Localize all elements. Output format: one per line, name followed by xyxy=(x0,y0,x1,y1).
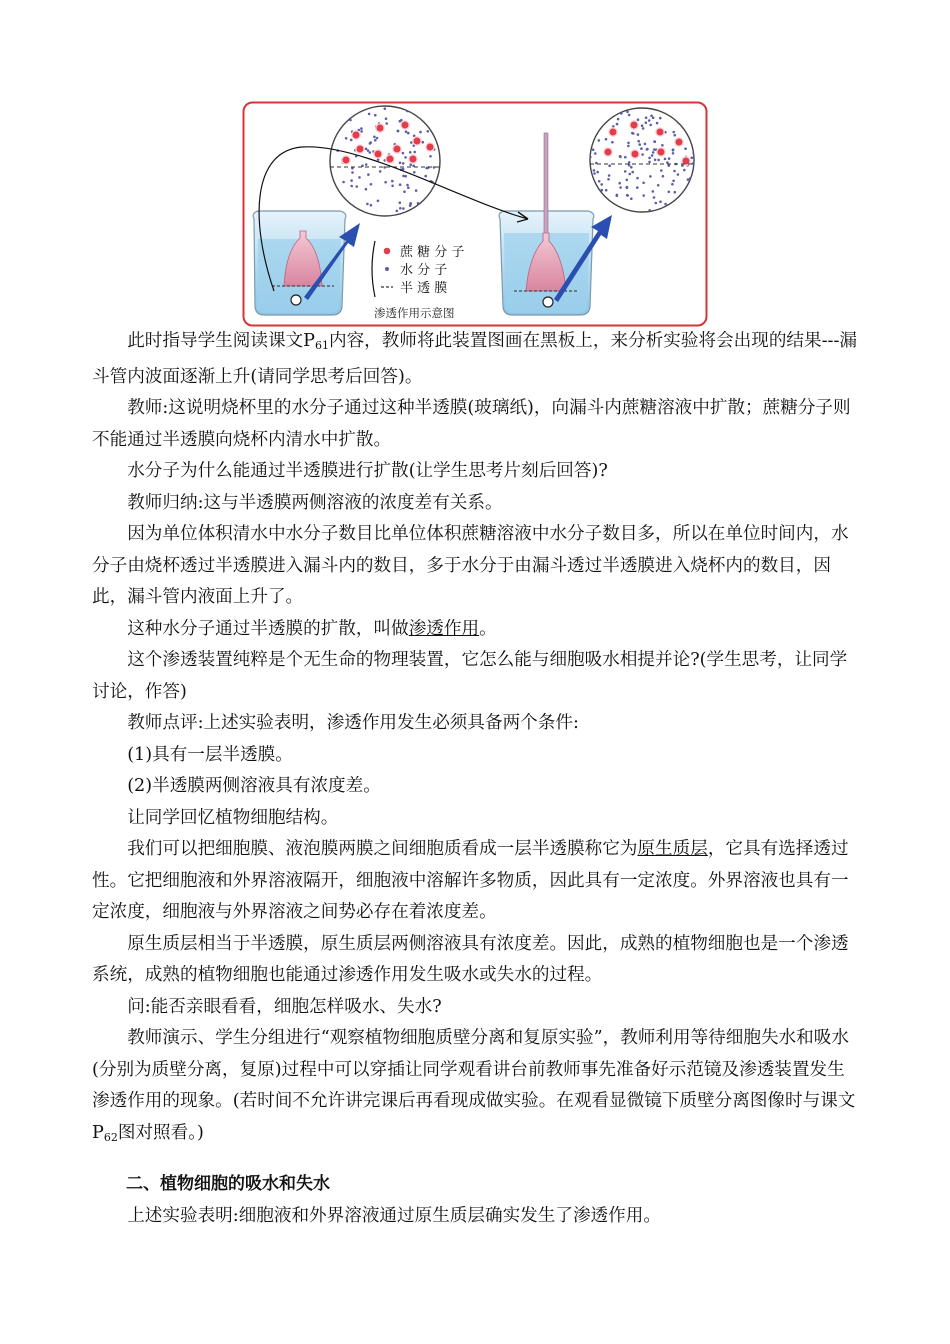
water-molecule xyxy=(433,166,436,169)
water-molecule xyxy=(626,186,629,189)
water-molecule xyxy=(648,157,651,160)
water-molecule xyxy=(631,132,634,135)
water-molecule xyxy=(642,194,645,197)
sucrose-molecule xyxy=(657,148,665,156)
water-molecule xyxy=(399,201,402,204)
water-molecule xyxy=(366,203,369,206)
water-molecule xyxy=(404,156,407,159)
water-molecule xyxy=(657,159,660,162)
water-molecule xyxy=(407,186,410,189)
water-molecule xyxy=(672,152,675,155)
water-molecule xyxy=(637,118,640,121)
osmosis-figure xyxy=(242,101,708,327)
paragraph-12: 我们可以把细胞膜、液泡膜两膜之间细胞质看成一层半透膜称它为原生质层，它具有选择透过性。它把细胞液和外界溶液隔开，细胞液中溶解许多物质，因此具有一定浓度。外界溶液也具有一定浓度，细胞液与外界溶液之间势必存在着浓度差。 xyxy=(92,839,849,922)
sucrose-molecule xyxy=(604,148,612,156)
water-molecule xyxy=(626,179,629,182)
sucrose-molecule xyxy=(401,121,409,129)
water-molecule xyxy=(384,107,387,110)
paragraph-8: 教师点评:上述实验表明，渗透作用发生必须具备两个条件: xyxy=(127,713,579,733)
water-molecule xyxy=(402,152,405,155)
water-molecule xyxy=(652,190,655,193)
water-molecule xyxy=(360,130,363,133)
water-molecule xyxy=(668,191,671,194)
sucrose-molecule xyxy=(609,128,617,136)
sucrose-molecule xyxy=(631,150,639,158)
water-molecule xyxy=(660,169,663,172)
paragraph-6: 这种水分子通过半透膜的扩散，叫做渗透作用。 xyxy=(127,618,497,639)
water-molecule xyxy=(413,151,416,154)
water-molecule xyxy=(672,149,675,152)
paragraph-15: 教师演示、学生分组进行“观察植物细胞质壁分离和复原实验”，教师利用等待细胞失水和吸水(分别为质壁分离，复原)过程中可以穿插让同学观看讲台前教师事先准备好示范镜及渗透装置发生渗透作用的现象。(若时间不允许讲完课后再看现成做实验。在观看显微镜下质壁分离图像时与课文$P_{62}$图对照看。) xyxy=(92,1028,856,1144)
water-molecule xyxy=(628,173,631,176)
legend-sucrose: 蔗 糖 分 子 xyxy=(400,245,465,260)
term-osmosis: 渗透作用 xyxy=(408,618,480,639)
water-molecule xyxy=(409,203,412,206)
document-body xyxy=(92,326,862,1232)
water-molecule xyxy=(370,183,373,186)
water-molecule xyxy=(641,153,644,156)
water-molecule xyxy=(661,144,664,147)
water-molecule xyxy=(672,131,675,134)
section-heading: 二、植物细胞的吸水和失水 xyxy=(126,1174,330,1194)
water-molecule xyxy=(616,123,619,126)
water-molecule xyxy=(594,152,597,155)
water-molecule xyxy=(360,127,363,130)
sucrose-molecule xyxy=(356,145,364,153)
water-molecule xyxy=(656,122,659,125)
water-molecule xyxy=(628,161,631,164)
sucrose-molecule xyxy=(656,128,664,136)
water-molecule xyxy=(406,184,409,187)
water-molecule xyxy=(677,173,680,176)
paragraph-13: 原生质层相当于半透膜，原生质层两侧溶液具有浓度差。因此，成熟的植物细胞也是一个渗透系统，成熟的植物细胞也能通过渗透作用发生吸水或失水的过程。 xyxy=(92,933,849,985)
water-molecule xyxy=(356,185,359,188)
sucrose-legend-icon xyxy=(384,248,391,255)
water-molecule xyxy=(374,139,377,142)
water-molecule xyxy=(425,167,428,170)
paragraph-7: 这个渗透装置纯粹是个无生命的物理装置，它怎么能与细胞吸水相提并论?(学生思考，让同学讨论，作答) xyxy=(92,650,848,702)
water-molecule xyxy=(365,163,368,166)
water-molecule xyxy=(653,140,656,143)
water-molecule xyxy=(640,147,643,150)
water-molecule xyxy=(367,173,370,176)
water-molecule xyxy=(641,124,644,127)
water-molecule xyxy=(429,155,432,158)
water-molecule xyxy=(350,179,353,182)
water-molecule xyxy=(648,209,651,212)
water-molecule xyxy=(619,186,622,189)
water-molecule xyxy=(402,207,405,210)
paragraph-1: 此时指导学生阅读课文$P_{61}$内容，教师将此装置图画在黑板上，来分析实验将会出现的结果---漏斗管内波面逐渐上升(请同学思考后回答)。 xyxy=(92,331,858,387)
water-molecule xyxy=(617,118,620,121)
water-molecule xyxy=(618,182,621,185)
water-molecule xyxy=(373,136,376,139)
water-molecule xyxy=(673,170,676,173)
water-molecule xyxy=(664,203,667,206)
water-molecule xyxy=(399,183,402,186)
water-molecule xyxy=(399,207,402,210)
water-molecule xyxy=(645,121,648,124)
water-molecule xyxy=(601,189,604,192)
water-molecule xyxy=(608,174,611,177)
water-molecule xyxy=(417,202,420,205)
water-molecule xyxy=(624,170,627,173)
water-molecule xyxy=(668,164,671,167)
water-molecule xyxy=(649,124,652,127)
water-molecule xyxy=(654,159,657,162)
water-molecule xyxy=(403,190,406,193)
water-molecule xyxy=(593,172,596,175)
water-molecule xyxy=(619,156,622,159)
water-molecule xyxy=(374,114,377,117)
water-molecule xyxy=(397,130,400,133)
paragraph-14: 问:能否亲眼看看，细胞怎样吸水、失水? xyxy=(127,996,442,1017)
water-molecule xyxy=(376,137,379,140)
water-molecule xyxy=(652,117,655,120)
water-molecule xyxy=(626,194,629,197)
water-molecule xyxy=(596,171,599,174)
water-molecule xyxy=(365,148,368,151)
water-molecule xyxy=(662,175,665,178)
water-molecule xyxy=(409,163,412,166)
sucrose-molecule xyxy=(393,145,401,153)
water-molecule xyxy=(655,202,658,205)
water-molecule xyxy=(630,197,633,200)
water-molecule xyxy=(674,134,677,137)
paragraph-16: 上述实验表明:细胞液和外界溶液通过原生质层确实发生了渗透作用。 xyxy=(127,1205,661,1226)
water-molecule xyxy=(407,132,410,135)
water-molecule xyxy=(652,151,655,154)
water-molecule xyxy=(642,182,645,185)
paragraph-3: 水分子为什么能通过半透膜进行扩散(让学生思考片刻后回答)? xyxy=(127,461,608,481)
sucrose-molecule xyxy=(630,121,638,129)
funnel-tube xyxy=(544,133,548,241)
water-molecule xyxy=(627,142,630,145)
water-molecule xyxy=(628,114,631,117)
paragraph-9: (1)具有一层半透膜。 xyxy=(127,744,293,765)
water-molecule xyxy=(648,119,651,122)
sucrose-molecule xyxy=(409,155,417,163)
water-molecule xyxy=(592,148,595,151)
water-molecule xyxy=(637,140,640,143)
sucrose-molecule xyxy=(675,138,683,146)
water-molecule xyxy=(385,122,388,125)
water-molecule xyxy=(636,177,639,180)
water-molecule xyxy=(691,157,694,160)
water-molecule xyxy=(593,169,596,172)
water-molecule xyxy=(638,143,641,146)
paragraph-10: (2)半透膜两侧溶液具有浓度差。 xyxy=(127,776,381,796)
water-molecule xyxy=(608,164,611,167)
water-molecule xyxy=(419,131,422,134)
water-molecule xyxy=(668,157,671,160)
water-molecule xyxy=(646,148,649,151)
water-molecule xyxy=(630,166,633,169)
water-molecule xyxy=(379,170,382,173)
water-molecule xyxy=(650,115,653,118)
paragraph-2: 教师:这说明烧杯里的水分子通过这种半透膜(玻璃纸)，向漏斗内蔗糖溶液中扩散；蔗糖分子则不能通过半透膜向烧杯内清水中扩散。 xyxy=(92,398,851,450)
water-molecule xyxy=(653,196,656,199)
water-molecule xyxy=(350,139,353,142)
figure-caption: 渗透作用示意图 xyxy=(374,306,455,320)
water-molecule xyxy=(637,133,640,136)
water-molecule xyxy=(367,149,370,152)
water-molecule xyxy=(600,183,603,186)
water-molecule xyxy=(649,175,652,178)
sucrose-molecule xyxy=(376,124,384,132)
water-molecule xyxy=(598,180,601,183)
water-molecule xyxy=(684,147,687,150)
sucrose-molecule xyxy=(342,156,350,164)
sucrose-molecule xyxy=(352,131,360,139)
water-molecule xyxy=(666,161,669,164)
water-legend-icon xyxy=(385,267,389,271)
water-molecule xyxy=(399,162,402,165)
water-molecule xyxy=(405,130,408,133)
water-molecule xyxy=(644,143,647,146)
water-molecule xyxy=(645,116,648,119)
water-molecule xyxy=(409,151,412,154)
water-molecule xyxy=(402,175,405,178)
water-molecule xyxy=(370,204,373,207)
water-molecule xyxy=(369,151,372,154)
paragraph-5: 因为单位体积清水中水分子数目比单位体积蔗糖溶液中水分子数目多，所以在单位时间内，水分子由烧杯透过半透膜进入漏斗内的数目，多于水分于由漏斗透过半透膜进入烧杯内的数目，因此，漏斗管内液面上升了。 xyxy=(92,524,849,607)
legend-membrane: 半 透 膜 xyxy=(400,281,448,296)
sucrose-molecule xyxy=(413,137,421,145)
water-molecule xyxy=(396,210,399,213)
water-molecule xyxy=(624,156,627,159)
water-molecule xyxy=(391,185,394,188)
water-molecule xyxy=(368,113,371,116)
water-molecule xyxy=(404,175,407,178)
water-molecule xyxy=(427,130,430,133)
water-molecule xyxy=(671,183,674,186)
water-molecule xyxy=(616,194,619,197)
water-molecule xyxy=(402,168,405,171)
paragraph-4: 教师归纳:这与半透膜两侧溶液的浓度差有关系。 xyxy=(127,492,503,513)
water-molecule xyxy=(377,200,380,203)
water-molecule xyxy=(424,175,427,178)
paragraph-11: 让同学回忆植物细胞结构。 xyxy=(127,807,339,828)
water-molecule xyxy=(385,117,388,120)
water-molecule xyxy=(651,154,654,157)
water-molecule xyxy=(627,145,630,148)
water-molecule xyxy=(607,178,610,181)
water-molecule xyxy=(648,161,651,164)
water-molecule xyxy=(664,158,667,161)
water-molecule xyxy=(342,181,345,184)
water-molecule xyxy=(683,169,686,172)
water-molecule xyxy=(369,142,372,145)
water-molecule xyxy=(687,178,690,181)
water-molecule xyxy=(358,176,361,179)
water-molecule xyxy=(349,119,352,122)
sucrose-molecule xyxy=(426,143,434,151)
sucrose-molecule xyxy=(386,155,394,163)
water-molecule xyxy=(391,180,394,183)
water-molecule xyxy=(383,166,386,169)
water-molecule xyxy=(345,137,348,140)
term-protoplast-layer: 原生质层 xyxy=(637,839,708,859)
water-molecule xyxy=(415,189,418,192)
water-molecule xyxy=(659,200,662,203)
legend-water: 水 分 子 xyxy=(400,263,448,278)
water-molecule xyxy=(636,186,639,189)
water-molecule xyxy=(350,185,353,188)
water-molecule xyxy=(659,117,662,120)
water-molecule xyxy=(402,162,405,165)
water-molecule xyxy=(672,180,675,183)
water-molecule xyxy=(413,171,416,174)
water-molecule xyxy=(657,184,660,187)
water-molecule xyxy=(365,188,368,191)
water-molecule xyxy=(631,171,634,174)
sucrose-molecule xyxy=(374,150,382,158)
water-molecule xyxy=(605,189,608,192)
water-molecule xyxy=(626,111,629,114)
water-molecule xyxy=(351,171,354,174)
water-molecule xyxy=(605,138,608,141)
water-molecule xyxy=(611,141,614,144)
water-molecule xyxy=(674,191,677,194)
water-molecule xyxy=(384,181,387,184)
water-molecule xyxy=(642,127,645,130)
water-molecule xyxy=(598,139,601,142)
